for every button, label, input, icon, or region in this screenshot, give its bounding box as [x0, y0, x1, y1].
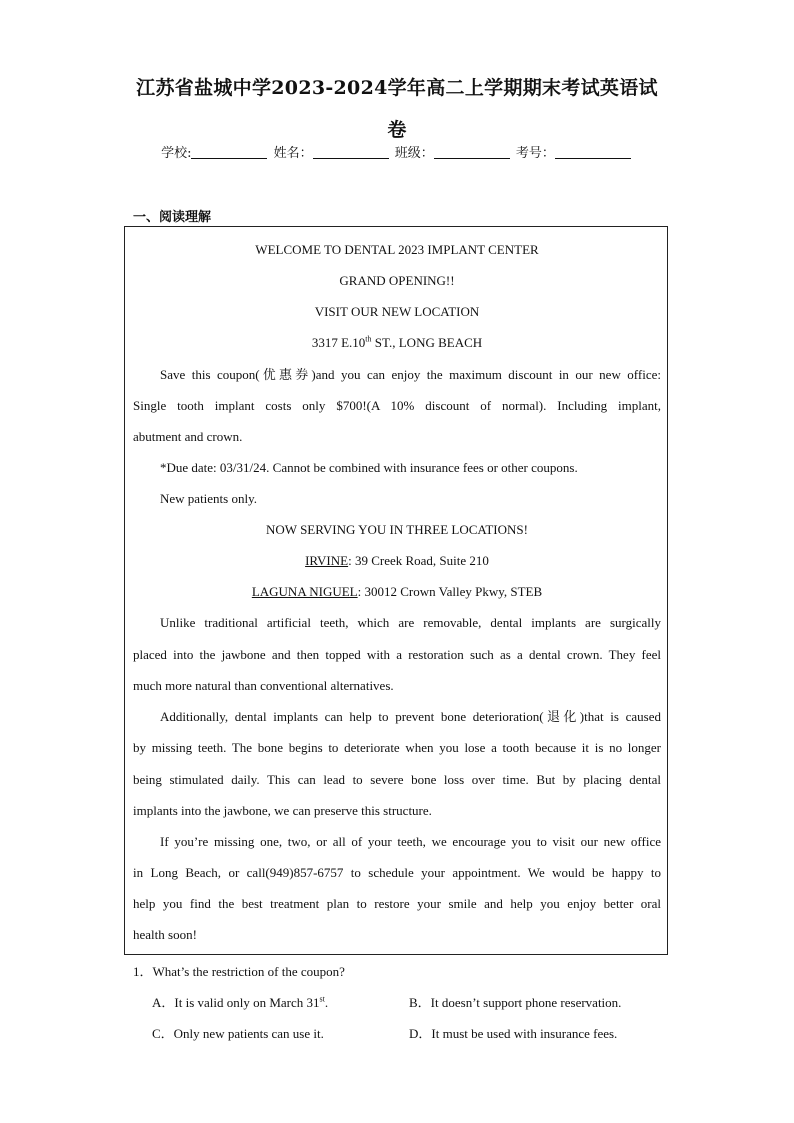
p3-new-patients: New patients only.	[160, 491, 257, 506]
location-laguna-name: LAGUNA NIGUEL	[251, 584, 358, 599]
question-1-stem: 1．What’s the restriction of the coupon?	[133, 964, 345, 979]
question-1-option-a[interactable]	[152, 994, 328, 1012]
school-label: 学校:	[161, 146, 192, 161]
location-laguna	[133, 584, 661, 600]
address-sup: th	[365, 334, 372, 344]
p5-line4: implants into the jawbone, we can preserve this structure.	[133, 803, 432, 818]
p1-line1: Save this coupon(优惠券)and you can enjoy the maximum discount in our new office:	[160, 367, 661, 382]
locations-heading: NOW SERVING YOU IN THREE LOCATIONS!	[266, 522, 528, 537]
exam-title	[120, 64, 674, 154]
question-1-option-b[interactable]: B．It doesn’t support phone reservation.	[409, 995, 622, 1010]
class-label: 班级：	[394, 146, 434, 161]
p5-line1: Additionally, dental implants can help to prevent bone deterioration(退化)that is caused	[160, 709, 661, 724]
number-blank	[555, 144, 631, 159]
student-info-line	[0, 143, 794, 165]
name-blank	[313, 144, 389, 159]
school-blank	[191, 144, 267, 159]
p6-line3: help you find the best treatment plan to restore your smile and help you enjoy better oral	[133, 896, 661, 911]
question-1-option-c[interactable]: C．Only new patients can use it.	[152, 1026, 324, 1041]
exam-title-line2: 卷	[387, 119, 407, 141]
location-irvine-addr: : 39 Creek Road, Suite 210	[348, 553, 489, 568]
question-1-option-d[interactable]: D．It must be used with insurance fees.	[409, 1026, 618, 1041]
p1-line2: Single tooth implant costs only $700!(A 10% discount of normal). Including implant,	[133, 398, 661, 413]
passage-heading-2: GRAND OPENING!!	[339, 273, 455, 288]
passage-heading-1: WELCOME TO DENTAL 2023 IMPLANT CENTER	[255, 242, 539, 257]
option-a-text: A．It is valid only on March 31	[152, 995, 320, 1010]
p5-line2: by missing teeth. The bone begins to deteriorate when you lose a tooth because it is no longer	[133, 740, 661, 755]
p2-due-date: *Due date: 03/31/24. Cannot be combined with insurance fees or other coupons.	[160, 460, 578, 475]
p6-line1: If you’re missing one, two, or all of your teeth, we encourage you to visit our new office	[160, 834, 661, 849]
p5-line3: being stimulated daily. This can lead to severe bone loss over time. But by placing dental	[133, 772, 661, 787]
option-a-sup: st	[319, 994, 325, 1004]
location-irvine-name: IRVINE	[305, 553, 349, 568]
address-text-end: ST., LONG BEACH	[371, 335, 483, 350]
p6-line2: in Long Beach, or call(949)857-6757 to schedule your appointment. We would be happy to	[133, 865, 661, 880]
number-label: 考号：	[515, 146, 555, 161]
passage-heading-3: VISIT OUR NEW LOCATION	[314, 304, 480, 319]
passage-box	[124, 226, 668, 955]
exam-title-line1: 江苏省盐城中学2023-2024学年高二上学期期末考试英语试	[136, 77, 658, 99]
section-title: 一、阅读理解	[133, 210, 212, 225]
p6-line4: health soon!	[133, 927, 197, 942]
class-blank	[434, 144, 510, 159]
p1-line3: abutment and crown.	[133, 429, 243, 444]
p4-line1: Unlike traditional artificial teeth, which are removable, dental implants are surgically	[160, 615, 661, 630]
p4-line2: placed into the jawbone and then topped with a restoration such as a dental crown. They feel	[133, 647, 661, 662]
name-label: 姓名：	[273, 146, 313, 161]
location-irvine	[133, 553, 661, 569]
option-a-end: .	[324, 995, 329, 1010]
passage-address	[133, 335, 661, 351]
location-laguna-addr: : 30012 Crown Valley Pkwy, STEB	[357, 584, 543, 599]
p4-line3: much more natural than conventional alternatives.	[133, 678, 394, 693]
address-text: 3317 E.10	[311, 335, 366, 350]
